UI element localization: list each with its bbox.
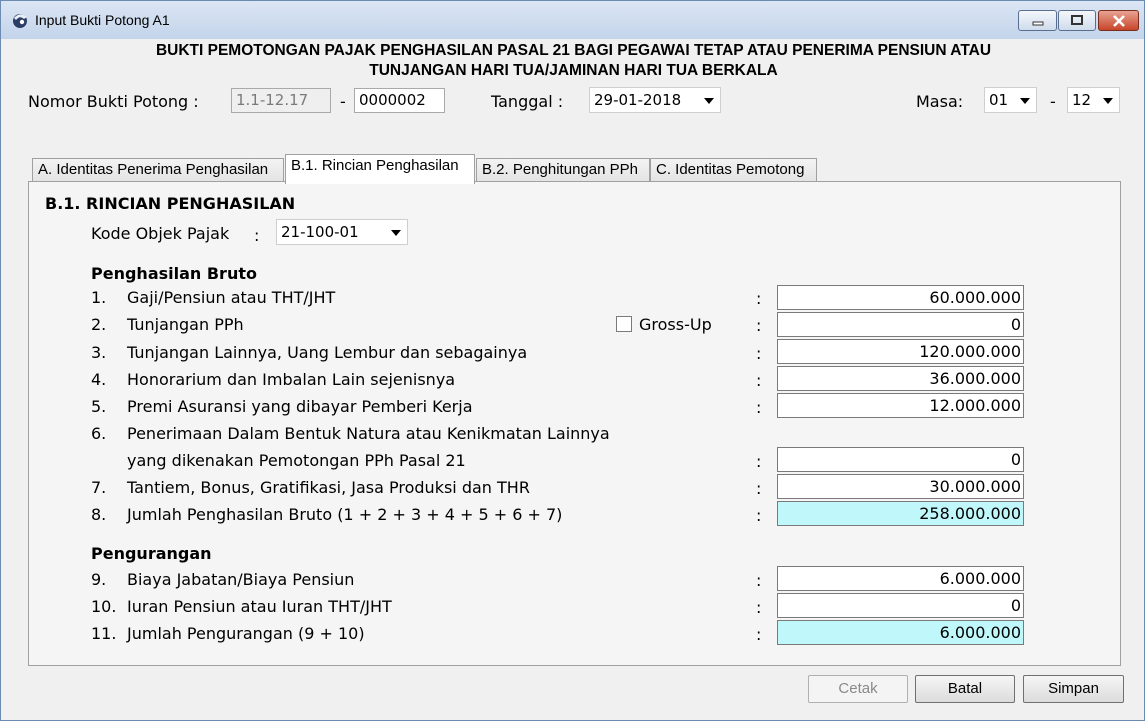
row-number: 1. (91, 288, 107, 307)
row-number: 9. (91, 570, 107, 589)
form-heading-line1: BUKTI PEMOTONGAN PAJAK PENGHASILAN PASAL 21 BAGI PEGAWAI TETAP ATAU PENERIMA PENSIUN ATAU (155, 42, 992, 59)
chevron-down-icon (704, 98, 714, 104)
masa-dash: - (1050, 92, 1056, 111)
nomor-number-field[interactable]: 0000002 (354, 88, 445, 113)
form-heading-line2: TUNJANGAN HARI TUA/JAMINAN HARI TUA BERKALA (369, 62, 778, 79)
row-label: Honorarium dan Imbalan Lain sejenisnya (127, 370, 456, 389)
tunjangan-pph-field[interactable]: 0 (777, 312, 1024, 337)
masa-to-dropdown[interactable] (1067, 87, 1120, 113)
minimize-button[interactable] (1018, 10, 1057, 31)
iuran-pensiun-field[interactable]: 0 (777, 593, 1024, 618)
masa-label: Masa: (916, 92, 964, 111)
row-number: 6. (91, 424, 107, 443)
row-colon: : (756, 289, 762, 308)
row-colon: : (756, 398, 762, 417)
jumlah-bruto-field: 258.000.000 (777, 501, 1024, 526)
row-colon: : (756, 479, 762, 498)
nomor-prefix-field: 1.1-12.17 (231, 88, 331, 113)
tantiem-bonus-field[interactable]: 30.000.000 (777, 474, 1024, 499)
jumlah-pengurangan-field: 6.000.000 (777, 620, 1024, 645)
premi-asuransi-field[interactable]: 12.000.000 (777, 393, 1024, 418)
row-number: 11. (91, 624, 117, 643)
honorarium-field[interactable]: 36.000.000 (777, 366, 1024, 391)
row-colon: : (756, 571, 762, 590)
biaya-jabatan-field[interactable]: 6.000.000 (777, 566, 1024, 591)
tunjangan-lainnya-field[interactable]: 120.000.000 (777, 339, 1024, 364)
tab-penghitungan-pph[interactable]: B.2. Penghitungan PPh (476, 158, 650, 182)
nomor-dash: - (340, 92, 346, 111)
row-number: 3. (91, 343, 107, 362)
maximize-icon (1071, 15, 1083, 26)
gross-up-checkbox[interactable] (616, 316, 632, 332)
chevron-down-icon (1103, 98, 1113, 104)
tab-rincian-penghasilan[interactable]: B.1. Rincian Penghasilan (285, 154, 475, 184)
section-title: B.1. RINCIAN PENGHASILAN (45, 194, 296, 213)
gaji-pensiun-field[interactable]: 60.000.000 (777, 285, 1024, 310)
row-number: 2. (91, 315, 107, 334)
close-icon (1112, 15, 1126, 27)
row-label: Jumlah Pengurangan (9 + 10) (127, 624, 365, 643)
minimize-icon (1032, 16, 1044, 26)
row-colon: : (756, 316, 762, 335)
close-button[interactable] (1098, 10, 1139, 31)
row-label-continued: yang dikenakan Pemotongan PPh Pasal 21 (127, 451, 466, 470)
row-colon: : (756, 344, 762, 363)
title-bar[interactable] (1, 1, 1144, 39)
gross-up-label: Gross-Up (639, 315, 712, 334)
row-colon: : (756, 452, 762, 471)
cetak-button[interactable]: Cetak (808, 675, 908, 703)
row-number: 7. (91, 478, 107, 497)
tanggal-dropdown[interactable] (589, 87, 721, 113)
penghasilan-bruto-heading: Penghasilan Bruto (91, 264, 257, 283)
chevron-down-icon (1020, 98, 1030, 104)
row-label: Premi Asuransi yang dibayar Pemberi Kerja (127, 397, 473, 416)
row-label: Gaji/Pensiun atau THT/JHT (127, 288, 336, 307)
tab-panel-rincian (28, 181, 1121, 666)
row-number: 10. (91, 597, 117, 616)
tanggal-value: 29-01-2018 (594, 91, 682, 109)
row-label: Tunjangan Lainnya, Uang Lembur dan sebagainya (127, 343, 528, 362)
row-label: Biaya Jabatan/Biaya Pensiun (127, 570, 355, 589)
row-label: Tunjangan PPh (127, 315, 244, 334)
window-title: Input Bukti Potong A1 (35, 12, 170, 28)
row-label: Penerimaan Dalam Bentuk Natura atau Kenikmatan Lainnya (127, 424, 610, 443)
row-colon: : (756, 506, 762, 525)
tab-identitas-pemotong[interactable]: C. Identitas Pemotong (650, 158, 817, 182)
row-colon: : (756, 371, 762, 390)
masa-from-value: 01 (989, 91, 1009, 109)
kode-objek-dropdown[interactable] (276, 219, 408, 245)
row-number: 4. (91, 370, 107, 389)
row-colon: : (756, 598, 762, 617)
simpan-button[interactable]: Simpan (1023, 675, 1124, 703)
masa-to-value: 12 (1072, 91, 1092, 109)
row-label: Tantiem, Bonus, Gratifikasi, Jasa Produksi dan THR (127, 478, 530, 497)
chevron-down-icon (391, 230, 401, 236)
kode-objek-value: 21-100-01 (281, 223, 359, 241)
row-label: Iuran Pensiun atau Iuran THT/JHT (127, 597, 392, 616)
natura-field[interactable]: 0 (777, 447, 1024, 472)
dialog-body (9, 39, 1138, 714)
batal-button[interactable]: Batal (915, 675, 1015, 703)
row-number: 8. (91, 505, 107, 524)
masa-from-dropdown[interactable] (984, 87, 1037, 113)
pengurangan-heading: Pengurangan (91, 544, 212, 563)
kode-objek-label: Kode Objek Pajak (91, 224, 230, 243)
kode-objek-colon: : (254, 226, 260, 245)
maximize-button[interactable] (1058, 10, 1096, 31)
nomor-bukti-label: Nomor Bukti Potong : (28, 92, 199, 111)
tab-identitas-penerima[interactable]: A. Identitas Penerima Penghasilan (32, 158, 284, 182)
app-icon (10, 10, 30, 30)
row-number: 5. (91, 397, 107, 416)
row-colon: : (756, 625, 762, 644)
tanggal-label: Tanggal : (491, 92, 564, 111)
row-label: Jumlah Penghasilan Bruto (1 + 2 + 3 + 4 + 5 + 6 + 7) (127, 505, 563, 524)
